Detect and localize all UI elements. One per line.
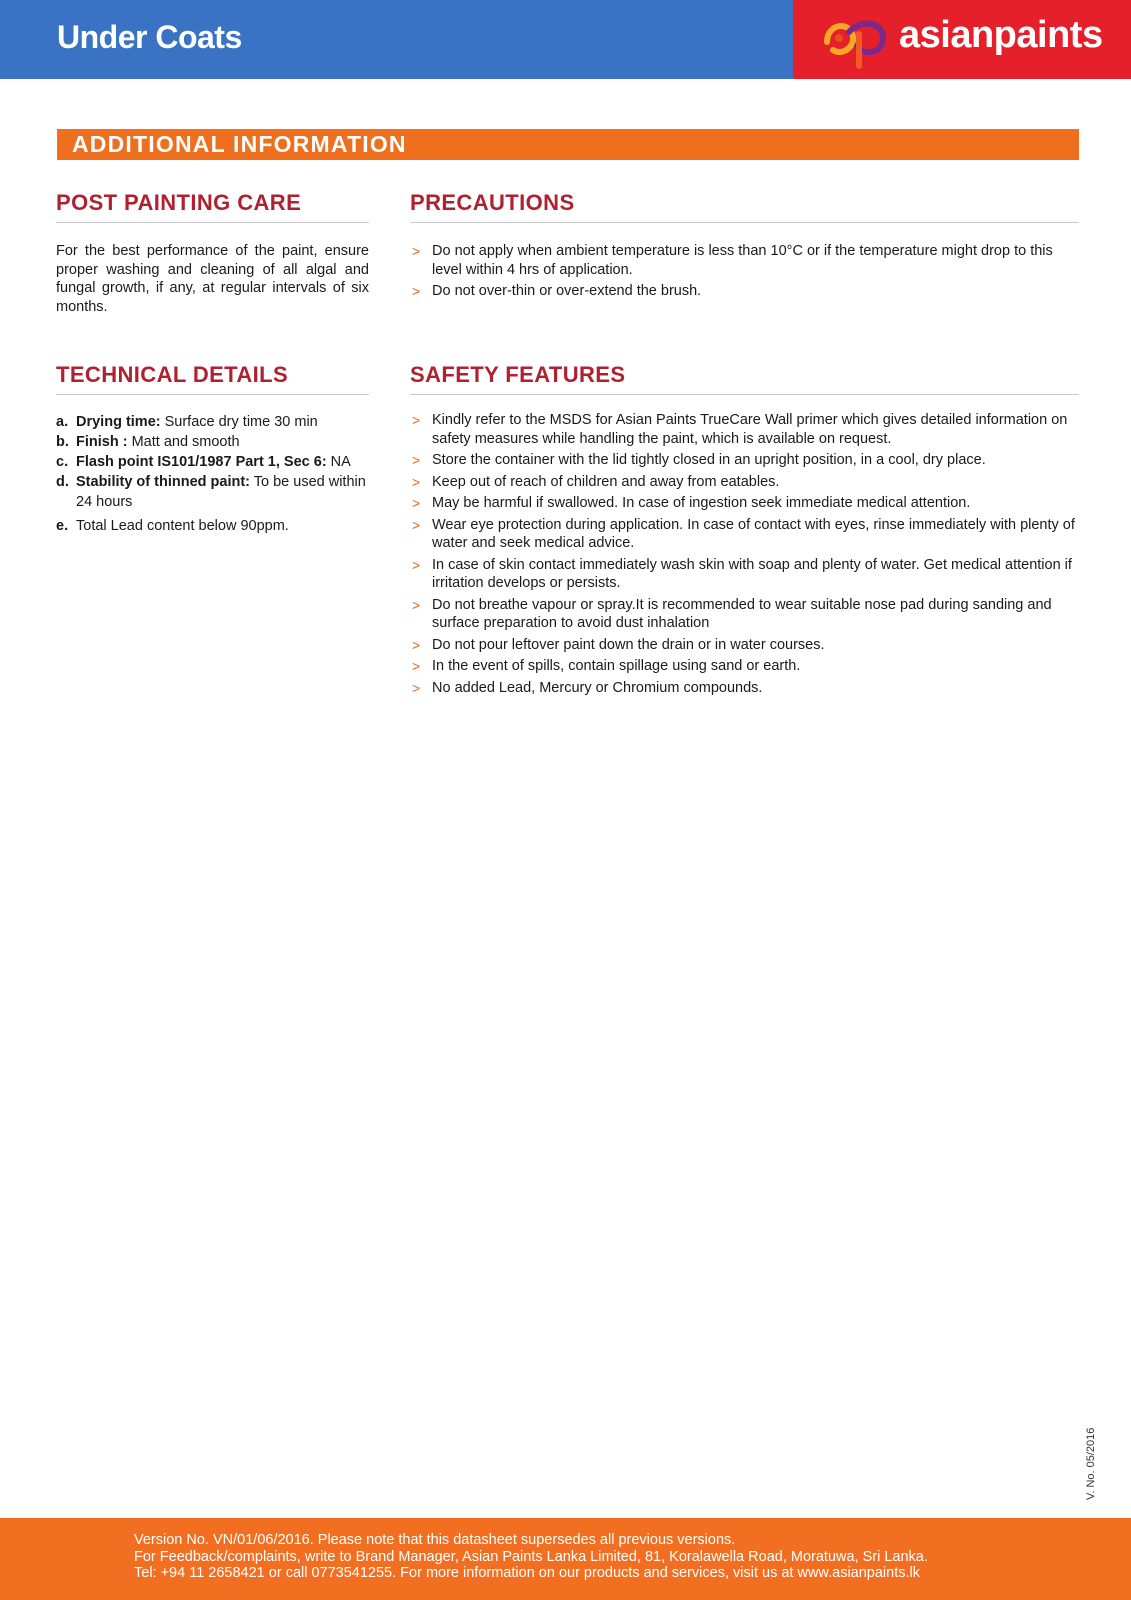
chevron-right-icon: > (412, 452, 421, 468)
list-item: a. Drying time: Surface dry time 30 min (56, 414, 318, 430)
chevron-right-icon: > (412, 596, 421, 613)
footer-version-line: Version No. VN/01/06/2016. Please note that this datasheet supersedes all previous versions. (134, 1532, 736, 1548)
list-item: > Do not over-thin or over-extend the brush. (412, 283, 702, 299)
chevron-right-icon: > (412, 473, 421, 490)
section-title: TECHNICAL DETAILS (56, 362, 369, 395)
list-item: > Do not breathe vapour or spray.It is recommended to wear suitable nose pad during sanding and surface preparation to avoid dust inhalation (412, 596, 1052, 631)
footer-feedback-line: For Feedback/complaints, write to Brand Manager, Asian Paints Lanka Limited, 81, Koralawella Road, Moratuwa, Sri Lanka. (134, 1549, 928, 1565)
asian-paints-logo-icon (819, 12, 895, 70)
section-title: SAFETY FEATURES (410, 362, 1079, 395)
brand-band (793, 0, 1131, 79)
chevron-right-icon: > (412, 679, 421, 696)
post-painting-care-text: For the best performance of the paint, ensure proper washing and cleaning of all algal and fungal growth, if any, at regular intervals of six months. (56, 243, 369, 315)
list-item: > Wear eye protection during application. In case of contact with eyes, rinse immediately with plenty of water and seek medical advice. (412, 516, 1075, 551)
page-footer (0, 1518, 1131, 1600)
list-item: > Do not apply when ambient temperature is less than 10°C or if the temperature might drop to this level within 4 hrs of application. (412, 243, 1053, 278)
chevron-right-icon: > (412, 658, 421, 674)
technical-details-list (56, 412, 369, 536)
chevron-right-icon: > (412, 495, 421, 511)
chevron-right-icon: > (412, 283, 421, 299)
brand-logo-text: asianpaints (899, 14, 1103, 56)
version-stamp: V. No. 05/2016 (1085, 1427, 1097, 1500)
chevron-right-icon: > (412, 412, 421, 428)
banner-label: ADDITIONAL INFORMATION (72, 131, 407, 157)
technical-details-section (56, 362, 369, 536)
chevron-right-icon: > (412, 243, 421, 259)
list-item: > In case of skin contact immediately wash skin with soap and plenty of water. Get medical attention if irritation develops or persists. (412, 556, 1072, 591)
list-item: > Store the container with the lid tightly closed in an upright position, in a cool, dry place. (412, 452, 986, 468)
chevron-right-icon: > (412, 556, 421, 573)
list-item: c. Flash point IS101/1987 Part 1, Sec 6: NA (56, 454, 351, 470)
chevron-right-icon: > (412, 636, 421, 653)
section-title: POST PAINTING CARE (56, 190, 369, 223)
list-item: e. Total Lead content below 90ppm. (56, 518, 289, 534)
footer-contact-line: Tel: +94 11 2658421 or call 0773541255. For more information on our products and services, visit us at www.asianpaints.lk (134, 1565, 920, 1581)
list-item: > No added Lead, Mercury or Chromium compounds. (412, 679, 763, 696)
post-painting-care-section (56, 190, 369, 316)
page-title: Under Coats (57, 19, 242, 55)
list-item: d. Stability of thinned paint: To be used within 24 hours (56, 474, 366, 510)
chevron-right-icon: > (412, 516, 421, 533)
header-title-band (0, 0, 793, 79)
safety-features-list (410, 411, 1079, 697)
list-item: > Do not pour leftover paint down the drain or in water courses. (412, 636, 825, 653)
list-item: > Keep out of reach of children and away from eatables. (412, 473, 780, 490)
list-item: b. Finish : Matt and smooth (56, 434, 240, 450)
page-header (0, 0, 1131, 79)
list-item: > May be harmful if swallowed. In case of ingestion seek immediate medical attention. (412, 495, 971, 511)
list-item: > Kindly refer to the MSDS for Asian Paints TrueCare Wall primer which gives detailed information on safety measures while handling the paint, which is available on request. (412, 412, 1068, 447)
safety-features-section (410, 362, 1079, 700)
precautions-section (410, 190, 1079, 304)
additional-information-banner (57, 129, 1079, 160)
precautions-list (410, 242, 1079, 301)
list-item: > In the event of spills, contain spillage using sand or earth. (412, 658, 801, 674)
section-title: PRECAUTIONS (410, 190, 1079, 223)
